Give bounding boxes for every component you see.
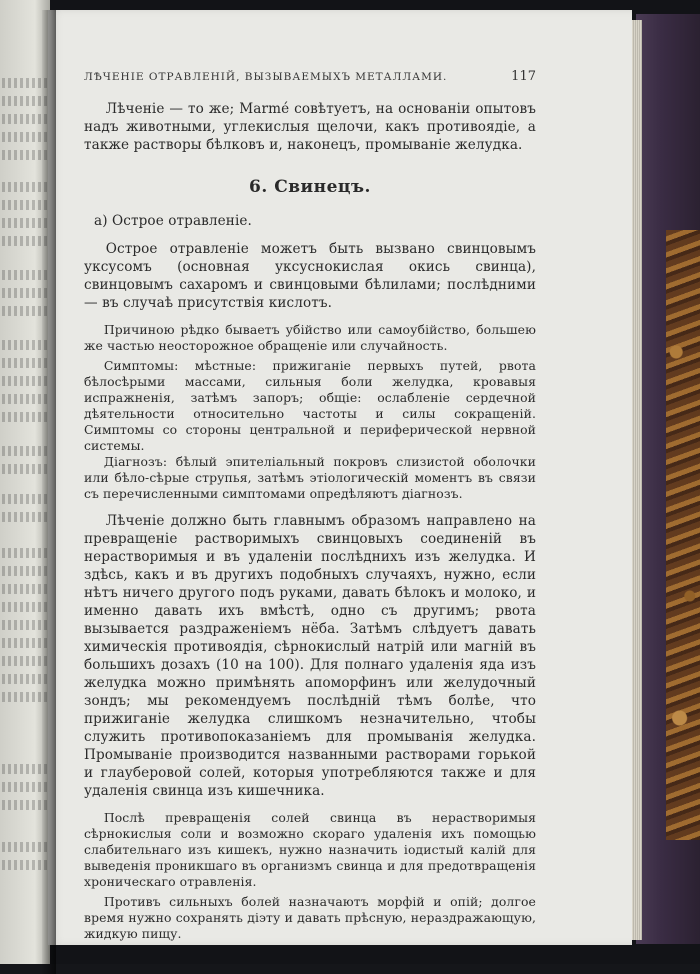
section-title: 6. Свинецъ. <box>249 177 371 197</box>
paragraph-treatment: Лѣченіе должно быть главнымъ образомъ направлено на превращеніе растворимыхъ свинцовыхъ соединеній въ нерастворимыя и въ удаленіи послѣднихъ изъ желудка. И здѣсь, какъ и въ другихъ подобныхъ случаяхъ, нужно, если нѣтъ ничего другого подъ руками, давать бѣлокъ и молоко, и именно давать ихъ вмѣстѣ, одно съ другимъ; рвота вызывается раздраженіемъ нёба. Затѣмъ слѣдуетъ давать химическія противоядія, сѣрнокислый натрій или магній въ большихъ дозахъ (10 на 100). Для полнаго удаленія яда изъ желудка можно примѣнять апоморфинъ или желудочный зондъ; мы рекомендуемъ послѣдній тѣмъ болѣе, что прижиганіе желудка слишкомъ незначительно, чтобы служить противопоказаніемъ для промыванія желудка. Промываніе производится названными растворами горькой и глауберовой солей, которыя употребляются также и для удаленія свинца изъ кишечника. <box>84 513 536 799</box>
running-head <box>84 68 536 86</box>
paragraph-after-treatment: Послѣ превращенія солей свинца въ нерастворимыя сѣрнокислыя соли и возможно скораго удаленія ихъ помощью слабительнаго изъ кишекъ, нужно назначить іодистый калій для выведенія проникшаго въ организмъ свинца и для предотвращенія хроническаго отравленія. <box>84 810 536 889</box>
intro-paragraph: Лѣченіе — то же; Marmé совѣтуетъ, на основаніи опытовъ надъ животными, углекислыя щелочи, какъ противоядіе, а также растворы бѣлковъ и, наконецъ, промываніе желудка. <box>84 101 536 153</box>
page-number: 117 <box>511 69 536 84</box>
paragraph-pain: Противъ сильныхъ болей назначаютъ морфій и опій; долгое время нужно сохранять діэту и давать прѣсную, нераздражающую, жидкую пищу. <box>84 894 536 941</box>
subsection-title: а) Острое отравленіе. <box>94 213 252 229</box>
book-gutter-shadow <box>42 10 56 974</box>
page-content <box>84 68 536 942</box>
paragraph-reasons: Причиною рѣдко бываетъ убійство или самоубійство, большею же частью неосторожное обращеніе или случайность. <box>84 322 536 353</box>
paragraph-diagnosis: Діагнозъ: бѣлый эпителіальный покровъ слизистой оболочки или бѣло-сѣрые струпья, затѣмъ этіологическій моментъ въ связи съ перечисленными симптомами опредѣляютъ діагнозъ. <box>84 454 536 501</box>
marbled-cover-pattern <box>666 230 700 840</box>
paragraph-symptoms: Симптомы: мѣстные: прижиганіе первыхъ путей, рвота бѣлосѣрыми массами, сильныя боли желудка, кровавыя испражненія, затѣмъ запоръ; общіе: ослабленіе сердечной дѣятельности относительно частоты и силы сокращеній. Симптомы со стороны центральной и периферической нервной системы. <box>84 358 536 453</box>
running-head-title: ЛѢЧЕНІЕ ОТРАВЛЕНІЙ, ВЫЗЫВАЕМЫХЪ МЕТАЛЛАМИ. <box>84 71 448 83</box>
paragraph-causes: Острое отравленіе можетъ быть вызвано свинцовымъ уксусомъ (основная уксуснокислая окись свинца), свинцовымъ сахаромъ и свинцовыми бѣлилами; послѣдними — въ случаѣ присутствія кислотъ. <box>84 241 536 311</box>
